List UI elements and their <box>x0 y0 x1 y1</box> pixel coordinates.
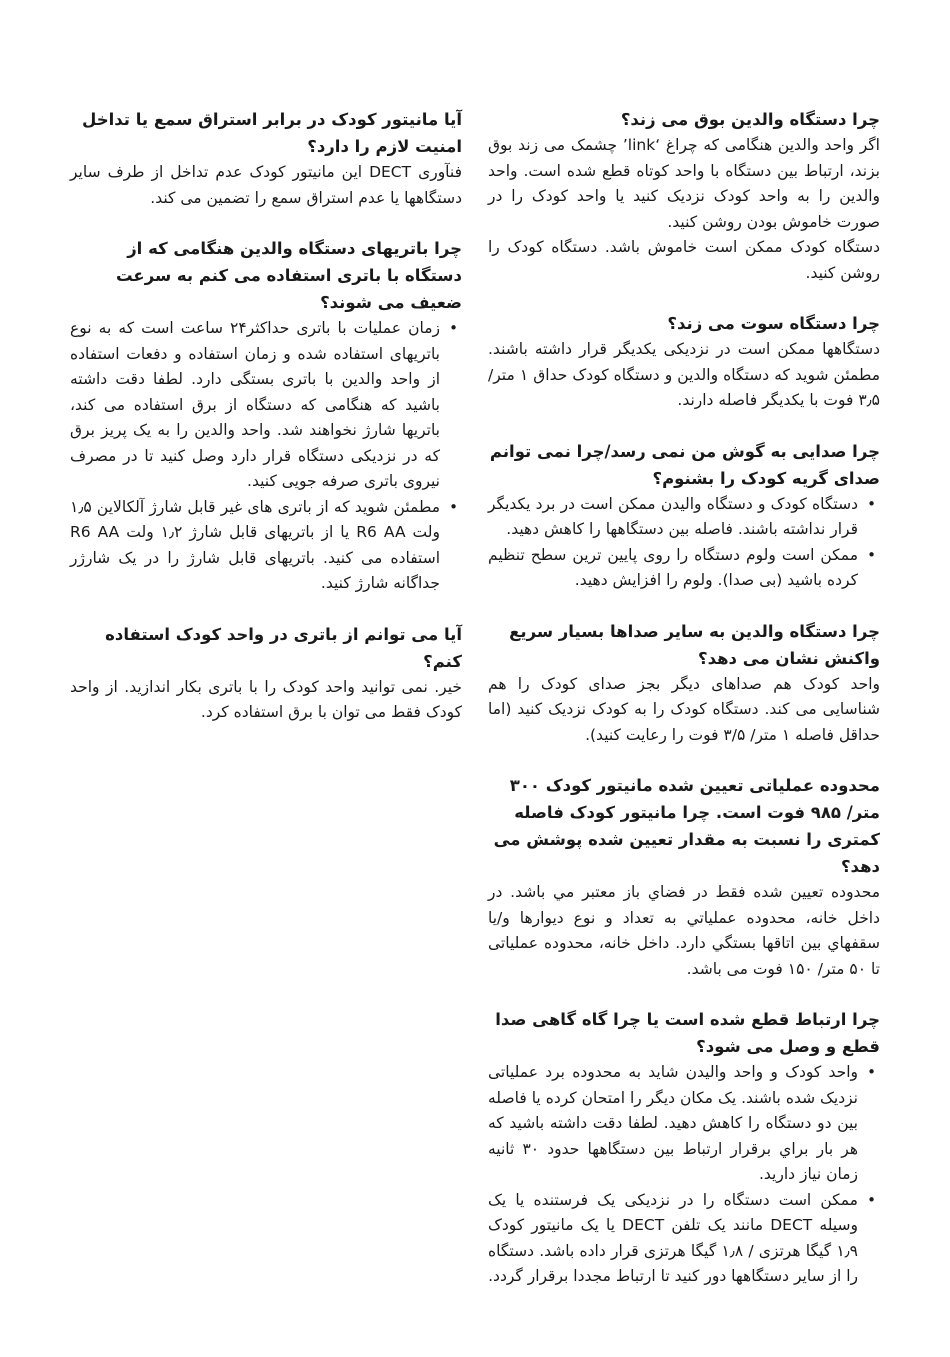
faq-eavesdropping <box>70 106 462 211</box>
left-column <box>70 106 462 750</box>
faq-bullet-list <box>488 1060 880 1290</box>
faq-question: محدوده عملیاتی تعیین شده مانیتور کودک ۳۰۰ متر/ ۹۸۵ فوت است. چرا مانیتور کودک فاصله کمتری را نسبت به مقدار تعیین شده پوشش می دهد؟ <box>493 776 880 876</box>
faq-reacts-to-other-sounds <box>488 618 880 749</box>
faq-answer: خیر. نمی توانید واحد کودک را با باتری بکار اندازید. از واحد کودک فقط می توان با برق استفاده کرد. <box>70 677 462 721</box>
faq-question: چرا دستگاه سوت می زند؟ <box>667 314 880 333</box>
faq-connection-lost <box>488 1006 880 1290</box>
faq-question: چرا دستگاه والدین بوق می زند؟ <box>620 110 880 129</box>
faq-parent-beeps <box>488 106 880 286</box>
list-item: • واحد کودک و واحد والیدن شاید به محدوده برد عملیاتی نزدیک شده باشند. یک مکان دیگر را امتحان کرده یا فاصله بین دو دستگاه را کاهش دهید. لطفا دقت داشته باشید که هر بار براي برقرار ارتباط بین دستگاهها حدود ۳۰ ثانیه زمان نیاز دارید. <box>488 1060 858 1188</box>
faq-question: چرا باتریهای دستگاه والدین هنگامی که از دستگاه با باتری استفاده می کنم به سرعت ضعیف می شوند؟ <box>115 239 462 312</box>
right-column <box>488 106 880 1314</box>
faq-question: چرا ارتباط قطع شده است یا چرا گاه گاهی صدا قطع و وصل می شود؟ <box>495 1010 880 1056</box>
faq-question: آیا می توانم از باتری در واحد کودک استفاده کنم؟ <box>105 624 462 671</box>
faq-answer: فنآوری DECT این مانیتور کودک عدم تداخل از طرف سایر دستگاهها یا عدم استراق سمع را تضمین می کند. <box>70 163 462 207</box>
faq-answer: دستگاه کودک ممکن است خاموش باشد. دستگاه کودک را روشن کنید. <box>488 238 880 282</box>
list-item: • ممکن است دستگاه را در نزدیکی یک فرستنده یا یک وسیله DECT مانند یک تلفن DECT یا یک مانیتور کودک ۱٫۹ گیگا هرتزی / ۱٫۸ گیگا هرتزی قرار داده باشد. دستگاه را از سایر دستگاهها دور کنید تا ارتباط مجددا برقرار گردد. <box>488 1188 858 1290</box>
faq-device-whistles <box>488 310 880 414</box>
faq-baby-unit-battery <box>70 621 462 726</box>
faq-question: آیا مانیتور کودک در برابر استراق سمع یا تداخل امنیت لازم را دارد؟ <box>81 110 462 156</box>
faq-bullet-list <box>488 492 880 594</box>
list-item: • ممکن است ولوم دستگاه را روی پایین ترین سطح تنظیم کرده باشید (بی صدا). ولوم را افزایش دهید. <box>488 543 858 594</box>
faq-answer: واحد کودک هم صداهای دیگر بجز صدای کودک را هم شناسایی می کند. دستگاه کودک را به کودک نزدیک کنید (اما حداقل فاصله ۱ متر/ ۳/۵ فوت را رعایت کنید). <box>488 674 880 744</box>
faq-question: چرا دستگاه والدین به سایر صداها بسیار سریع واکنش نشان می دهد؟ <box>509 621 880 668</box>
faq-operating-range <box>488 772 880 982</box>
faq-battery-drain <box>70 235 462 597</box>
list-item: • زمان عملیات با باتری حداکثر۲۴ ساعت است که به نوع باتریهای استفاده شده و زمان استفاده و دفعات استفاده از واحد والدین با باتری بستگی دارد. لطفا دقت داشته باشید که هنگامی که دستگاه از برق استفاده می کند، باتریها شارژ نخواهند شد. واحد والدین را به یک پریز برق که در نزدیکی دستگاه قرار دارد وصل کنید تا در مصرف نیروی باتری صرفه جویی کنید. <box>70 316 440 495</box>
faq-answer: محدوده تعيين شده فقط در فضاي باز معتبر مي باشد. در داخل خانه، محدوده عملياتي به تعداد و نوع ديوارها و/يا سقفهاي بين اتاقها بستگي دارد. داخل خانه، محدوده عملیاتی تا ۵۰ متر/ ۱۵۰ فوت می باشد. <box>488 883 880 978</box>
faq-bullet-list <box>70 316 462 597</box>
faq-no-sound <box>488 438 880 594</box>
faq-answer: دستگاهها ممکن است در نزدیکی یکدیگر قرار داشته باشند. مطمئن شوید که دستگاه والدین و دستگاه کودک حداق ۱ متر/ ۳٫۵ فوت با یکدیگر فاصله دارند. <box>488 340 880 409</box>
list-item: • مطمئن شوید که از باتری های غیر قابل شارژ آلکالاین ۱٫۵ ولت R6 AA یا از باتریهای قابل شارژ ۱٫۲ ولت R6 AA استفاده می کنید. باتریهای قابل شارژ را در یک شارژر جداگانه شارژ کنید. <box>70 495 440 597</box>
list-item: • دستگاه کودک و دستگاه والیدن ممکن است در برد یکدیگر قرار نداشته باشند. فاصله بین دستگاهها را کاهش دهید. <box>488 492 858 543</box>
faq-answer: اگر واحد والدین هنگامی که چراغ ‘link’ چشمک می زند بوق بزند، ارتباط بین دستگاه با واحد کوتاه قطع شده است. واحد والدین را به واحد کودک نزدیک کنید یا واحد کودک را در صورت خاموش بودن روشن کنید. <box>488 136 880 231</box>
faq-question: چرا صدایی به گوش من نمی رسد/چرا نمی توانم صدای گریه کودک را بشنوم؟ <box>489 441 880 488</box>
